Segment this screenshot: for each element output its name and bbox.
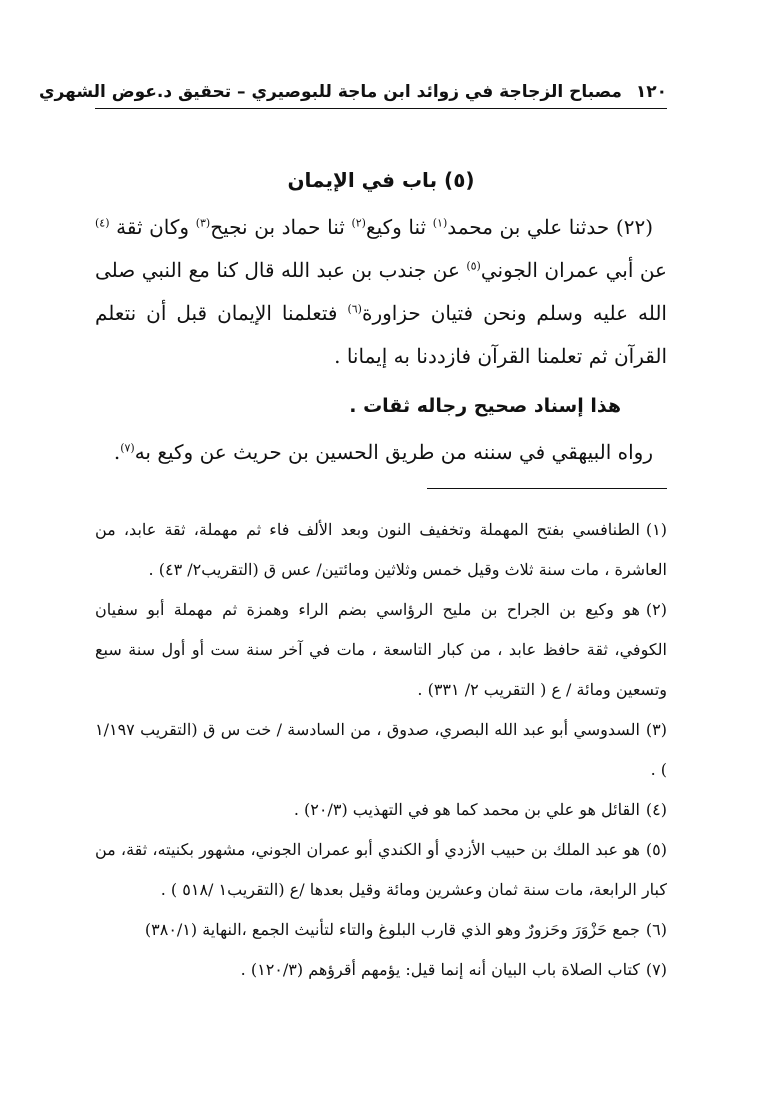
footnote-3 (95, 710, 667, 790)
hadith-part: (٢٢) حدثنا علي بن محمد (447, 215, 653, 239)
isnad-grading: هذا إسناد صحيح رجاله ثقات . (349, 395, 621, 417)
footnote-5 (95, 830, 667, 910)
footnote-text: الطنافسي بفتح المهملة وتخفيف النون وبعد الألف فاء ثم مهملة، ثقة عابد، من العاشرة ، مات سنة ثلاث وقيل خمس وثلاثين ومائتين/ عس ق (التقريب٢/ ٤٣) . (95, 520, 667, 579)
footnote-1 (95, 510, 667, 590)
footnote-number: (٣) (645, 720, 667, 739)
footnote-number: (٦) (645, 920, 667, 939)
page-number: ١٢٠ (635, 82, 667, 102)
footnote-ref-5: (٥) (466, 259, 481, 273)
footnote-text: السدوسي أبو عبد الله البصري، صدوق ، من السادسة / خت س ق (التقريب ١/١٩٧ ) . (95, 720, 667, 779)
hadith-part: وكان ثقة (109, 215, 196, 239)
footnote-ref-1: (١) (432, 216, 448, 230)
riwaya-line (95, 440, 667, 464)
footnote-6 (95, 910, 667, 950)
footnote-ref-4: (٤) (95, 216, 110, 230)
hadith-paragraph (95, 206, 667, 378)
footnote-ref-2: (٢) (351, 216, 366, 230)
riwaya-text: رواه البيهقي في سننه من طريق الحسين بن حريث عن وكيع به (134, 440, 653, 464)
hadith-part: فتعلمنا الإيمان قبل أن نتعلم القرآن ثم تعلمنا القرآن فازددنا به إيمانا . (95, 301, 667, 368)
hadith-part: عن جندب بن عبد الله قال كنا مع النبي صلى الله عليه وسلم ونحن فتيان حزاورة (95, 258, 667, 325)
footnote-ref-7: (٧) (120, 441, 135, 455)
footnote-divider (427, 488, 667, 489)
footnote-ref-3: (٣) (195, 216, 211, 230)
footnote-ref-6: (٦) (347, 302, 362, 316)
footnote-number: (٥) (645, 840, 667, 859)
footnote-text: هو وكيع بن الجراح بن مليح الرؤاسي بضم الراء وهمزة ثم مهملة أبو سفيان الكوفي، ثقة حافظ عابد ، من كبار التاسعة ، مات في آخر سنة ست أو أول سنة سبع وتسعين ومائة / ع ( التقريب ٢/ ٣٣١) . (95, 600, 667, 699)
hadith-part: عن أبي عمران الجوني (480, 258, 667, 282)
footnote-7 (95, 950, 667, 990)
chapter-heading: (٥) باب في الإيمان (287, 168, 475, 192)
footnote-text: كتاب الصلاة باب البيان أنه إنما قيل: يؤمهم أقرؤهم (١٢٠/٣) . (240, 960, 640, 979)
footnote-4 (95, 790, 667, 830)
footnote-number: (٢) (645, 600, 667, 619)
footnote-number: (٤) (645, 800, 667, 819)
hadith-part: ثنا وكيع (365, 215, 433, 239)
hadith-text (95, 206, 667, 378)
hadith-part: ثنا حماد بن نجيح (210, 215, 352, 239)
footnote-text: القائل هو علي بن محمد كما هو في التهذيب (٢٠/٣) . (293, 800, 640, 819)
footnotes (95, 510, 667, 990)
running-header (38, 82, 667, 109)
footnote-number: (٧) (645, 960, 667, 979)
riwaya-end: . (113, 440, 121, 464)
footnote-text: هو عبد الملك بن حبيب الأزدي أو الكندي أبو عمران الجوني، مشهور بكنيته، ثقة، من كبار الرابعة، مات سنة ثمان وعشرين ومائة وقيل بعدها /ع (التقريب١ /٥١٨ ) . (95, 840, 667, 899)
footnote-2 (95, 590, 667, 710)
footnote-text: جمع حَزْوَرَ وحَزورٌ وهو الذي قارب البلوغ والتاء لتأنيث الجمع ،النهاية (٣٨٠/١) (144, 920, 640, 939)
running-title: مصباح الزجاجة في زوائد ابن ماجة للبوصيري – تحقيق د.عوض الشهري (38, 82, 622, 102)
footnote-number: (١) (645, 520, 667, 539)
